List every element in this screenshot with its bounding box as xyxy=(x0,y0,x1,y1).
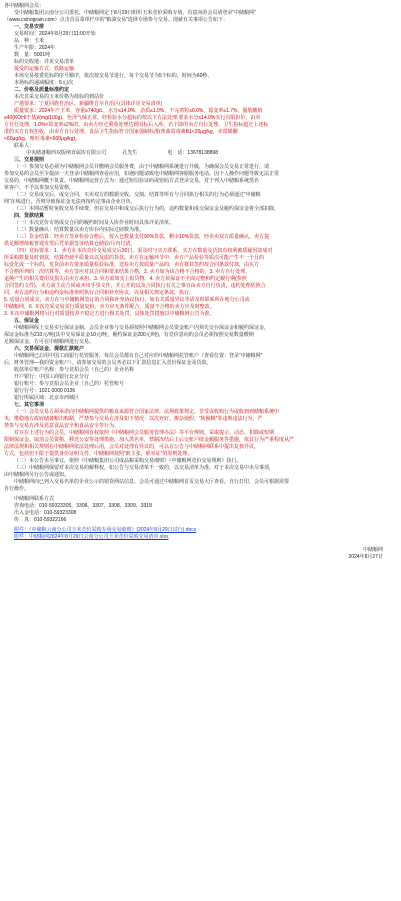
section-3-heading: 三、交易规则 xyxy=(14,157,45,163)
s3-1a: （一）参加交易必须为中储粮网会员并缴纳会员服务费，由于中储粮网系统进行升级，为确保会员交易正常进行，请 xyxy=(14,164,270,170)
s4-2: （二）数量确认：结算数量以卖方库存内实际过磅数为准。 xyxy=(14,227,145,233)
s6-account-no: 银行账号：参与竞拍会员企业（自己的）托管账号 xyxy=(14,381,125,387)
s3-3: （三）本网站暂时免收交易手续费，但在交易中和成交后执行行为的，违约数量和成交保证金及履约保证金将全部扣除。 xyxy=(14,206,280,212)
s7-4b: 由中储粮网另行公告或通知。 xyxy=(4,472,70,478)
signature-date: 2024年8月27日 xyxy=(348,554,383,560)
s3-1d: 单客户，不予以参加交易资格。 xyxy=(4,185,75,191)
s7-2b: 限制保证金、取消会员资格、移送公安等处理措施，加入黑名单，禁制冻结后上后交账户续金额服务等措施，依其行为严重程度从严 xyxy=(4,437,295,443)
s6-bank: 开户银行：中国工商银行北京分行 xyxy=(14,374,90,380)
s6-account-name: 收款单位账户名称：参与竞拍会员（自己的）企业名称 xyxy=(14,367,135,373)
s6-bank-code: 银行行号：1021 0000 0136 xyxy=(14,388,76,394)
section-4-heading: 四、货款结算 xyxy=(14,213,45,219)
contact-section-heading: 中储粮网联系方式 xyxy=(14,496,55,502)
s4-4g: 同，卖方违约行为和违约金标准参照执行合同和补充协议，以及相关规定条款，执行。 xyxy=(4,290,195,296)
s6-1a: 中储粮网已启用中国工商银行托管服务，每位会员都有自己对应的中储粮网托管账户（查看位置：登录“中储粮网” xyxy=(14,353,263,359)
s5-1b: 保证金标准为210元/吨(其中交易保证金10元/吨，履约保证金200元/吨)，有竞价意向的会员必须按照交易数量缴纳 xyxy=(4,332,254,338)
s1-item-variety: 品 种：玉米 xyxy=(14,38,45,44)
fund-phone: 出入金电话：010-59323308 xyxy=(14,510,77,516)
s7-2a: 对存在上述行为的会员，中储粮网有权依照《中储粮网会员服务管理办法》等平台规则，采取提示、动态、扣除或短期 xyxy=(14,430,275,436)
s4-4c: 标变化或一个标的，发货前卖方要求质量检验标准，送检卖方按质量产品的，卖方将其签约按合同条款付款，由买方 xyxy=(4,262,260,268)
attachment-list-text[interactable]: 附件：中储粮网2024年8月29日云南分公司玉米竞价采购交易清单.xlsx xyxy=(14,534,169,540)
section-2-heading: 二、价格及质量标准约定 xyxy=(14,87,70,93)
section-1-heading: 一、交易安排 xyxy=(14,24,45,30)
s7-1c: 禁参与交易方涉及恶意食品安全和食品安全等行为。 xyxy=(4,423,120,429)
s2-quality-3: 方自行处理，1.0%<霉变率≤2%的，由卖方经过熏蒸处理达到国标后入库，若下降的卖方自行处理。卫生指标超过上述标 xyxy=(4,122,269,128)
section-6-heading: 六、交易保证金、提款汇款账户 xyxy=(14,346,85,352)
attachment-rules-link[interactable] xyxy=(4,527,397,534)
attachment-rules-text[interactable]: 附件：《中储粮云南分公司玉米竞价采购专场交易细则》(2024年8月29日试行).docx xyxy=(14,527,197,533)
section-7-heading: 七、其它事项 xyxy=(14,402,45,408)
s1-item-quantity: 数 量：5001吨 xyxy=(14,52,51,58)
s4-4b: 所采购数量及时到款，结算仍使平质量以以及质的货款。卖方在运输环节中，卖方产品检验等质次可能产生不一个月的 xyxy=(4,255,265,261)
s7-2d: 方式，包括但不限于提供身份证明文件，中储粮网按照“谁主张，谁举证”的原则处理。 xyxy=(4,451,193,457)
s4-4a: （四）竞标要求：1．卖方在本次竞价交易成交后30日，需及时与买方联系，买方在数量及货款有权利被质疑因故成对 xyxy=(14,248,273,254)
s3-1c: 交易的，中储粮网概不负责。中储粮网运营方式为：通过短信验证码或密码方式登录交易，对于列入中储粮系统黑名 xyxy=(4,178,260,184)
intro-line-2: （www.csinograin.com）点击首页菜单栏中的“粮油交易”选择专场参与交易。现就有关事项公告如下： xyxy=(4,17,228,23)
s4-3b: 供足额增值税普通发票后凭单据签证结算仓储验/月内付清。 xyxy=(4,241,136,247)
s4-4f: 合同签约文件)，卖方需主动合同或卖出手里文件，并公开的以及合同执行有关之事宜由卖方自行负责，违约处理依照合 xyxy=(4,283,266,289)
contact-label: 联系人： xyxy=(14,143,35,149)
contact-line: 中央储备粮西双版纳直属库有限公司 孔先生 电 话：13678138898 xyxy=(26,150,218,156)
fax: 传 真：010-59322166 xyxy=(14,517,67,523)
s1-item-decrement: 本场标的递减幅度：5元/次 xyxy=(14,80,74,86)
s2-price-basis: 本次竞采交易的玉米价格为按标的到站价 xyxy=(14,94,105,100)
signature-org: 中储粮网 xyxy=(362,547,383,553)
s7-4a: （三）中储粮网保留对本次交易的解释权，如公告与交易清单不一致的，以交易清单为准。对于本次交易中未尽事项， xyxy=(14,465,275,471)
s6-1b: 后，财务管理—我的资金账户），请参加交易的会员务必以下汇款信息汇入竞价保证金及货款。 xyxy=(4,360,212,366)
s7-3: （二）本公告未尽事宜，依照《中储粮集团公司成品粮采购交易细则》《中储粮网竞价交易规则》执行。 xyxy=(14,458,242,464)
s3-2b: 网”在线进行，否则导致保证金无法再按约定事由企业自负。 xyxy=(4,199,136,205)
intro-line-1: 受中储粮集团云南分公司委托，中储粮网定于8月29日组织玉米竞价采购专场，有意向的会员请登录“中储粮网” xyxy=(14,10,256,16)
s4-4i: 中储粮网，6. 本次竞采交易实行质量复检，卖方应无条件配合，质量不合格的卖方应及时整改。 xyxy=(4,304,215,310)
s4-1: （一）本次竞价专场成交合同的履约时间及入库作业时间具体详见清单。 xyxy=(14,220,175,226)
greeting: 各中储粮网会员： xyxy=(4,3,45,9)
s4-4e: 退换产生的相关费用及损失由卖方承担。3. 卖方需如实上报货物。4. 卖方须保证不全面完整和约定履行期(参照 xyxy=(4,276,247,282)
s4-3a: （三）货金结算：经卖方签章检验合格后，按入仓数量支付90%货款，剩余10%货款，经卖卖双方质量确认，卖方提 xyxy=(14,234,270,240)
s2-quality-4: 准的买方有权拒收，由卖方自行处理。食品卫生指标符合国家强制标准(黄曲霉毒素B1<20μg/kg，赤霉烯酮 xyxy=(4,129,238,135)
s4-4d: 不合格所列的一次结算等，卖方签应对其合同和要求结果合格，2. 卖方如为该合格不合格的，3. 卖方自行处理。 xyxy=(4,269,251,275)
s3-2a: （二）交易成交后，成交合同，买卖双方的数据交收、交割、结算等所有与合同执行相关的行为必须通过“中储粮 xyxy=(14,192,261,198)
s2-origin: 产地要求：宁夏回族自治区、新疆维吾尔自治区(具体详见交易清单) xyxy=(14,101,163,107)
s1-item-order: 本场交易按委托标的序号顺序，依次按交易节进行，每个交易节为5个标的，时间为60秒。 xyxy=(14,73,213,79)
s7-2c: 法律法规和相关规则在中储粮网依法处理后用，会员对处理有异议的，可以在公告与中储粮网联系中提出复核异议， xyxy=(4,444,260,450)
s2-quality-1: 质量要求：2024年产玉米，容重≥740g/L，水分≤14.0%，杂质≤1.0%，不完善粒≤6.0%，霉变率≤1.7%，脂肪酸值 xyxy=(14,108,263,114)
s7-1b: 央，维稳地方政府储备粮出购制，严禁参与交易方涉及如下情况：以次充好、掺杂使假、“转圈粮”等违规违法行为，严 xyxy=(4,416,263,422)
section-5-heading: 五、保证金 xyxy=(14,318,40,324)
s7-1a: （一）会员交易方须承诺向中储粮网提供的粮食来源符合国家法律、法规政策规定，非受或收购行为或收到到储粮系统中 xyxy=(14,409,280,415)
s7-5a: 中储粮网向已列入交易名单的企业公示的销货网站信息，会员可通过中储粮网首页交易大厅查看，自行打印，会员可根据需要 xyxy=(14,479,290,485)
s2-quality-2: ≤40(KOH/干基)/(mg/100g)，色泽气味正常。经检验水分超标的按以下方法处理:要求水分≤14.0%实行有限扣价，由卖 xyxy=(4,115,261,121)
s5-1a: 中储粮网线上交易实行保证金制，会员企业参与交易须按照中储粮网会员资金账户内预先交存保证金和履约保证金， xyxy=(14,325,270,331)
s1-item-year: 生产年限：2024年 xyxy=(14,45,56,51)
attachment-list-link[interactable] xyxy=(4,534,397,541)
s4-4h: 5. 适量合同成交，卖方在与中储粮网签订的合同和补充协议执行，如有关质量异议等请及时联系所在地分公司或 xyxy=(4,297,250,303)
s2-quality-5: <60μg/kg，呕吐毒素<600μg/kg)。 xyxy=(4,136,81,142)
s3-1b: 参加交易的会员至少提前一天登录中储粮网查看应用，如遇问题请致电中储粮网客服服务电话。因个人操作问题导致无法正常 xyxy=(4,171,280,177)
s4-4j: 3. 本次中储粮网将另行对质量较差不稳定方进行相关处罚，具体处罚措施以中储粮网公告为准。 xyxy=(4,311,215,317)
s1-item-delivery: 标的交收地：详见交易清单 xyxy=(14,59,75,65)
s5-1c: 足额保证金，方可在中储粮网进行交易。 xyxy=(4,339,95,345)
consult-phone: 咨询电话：010-59323305、3306、3307、3308、3309、3318 xyxy=(14,503,152,509)
s1-item-time: 交易时间：2024年8月29日11:00开始 xyxy=(14,31,96,37)
s1-item-transport: 接受的运输方式：铁路运输 xyxy=(14,66,75,72)
s7-5b: 自行操作。 xyxy=(4,486,30,492)
s6-bank-region: 银行所属区域：北京市西城区 xyxy=(14,395,80,401)
